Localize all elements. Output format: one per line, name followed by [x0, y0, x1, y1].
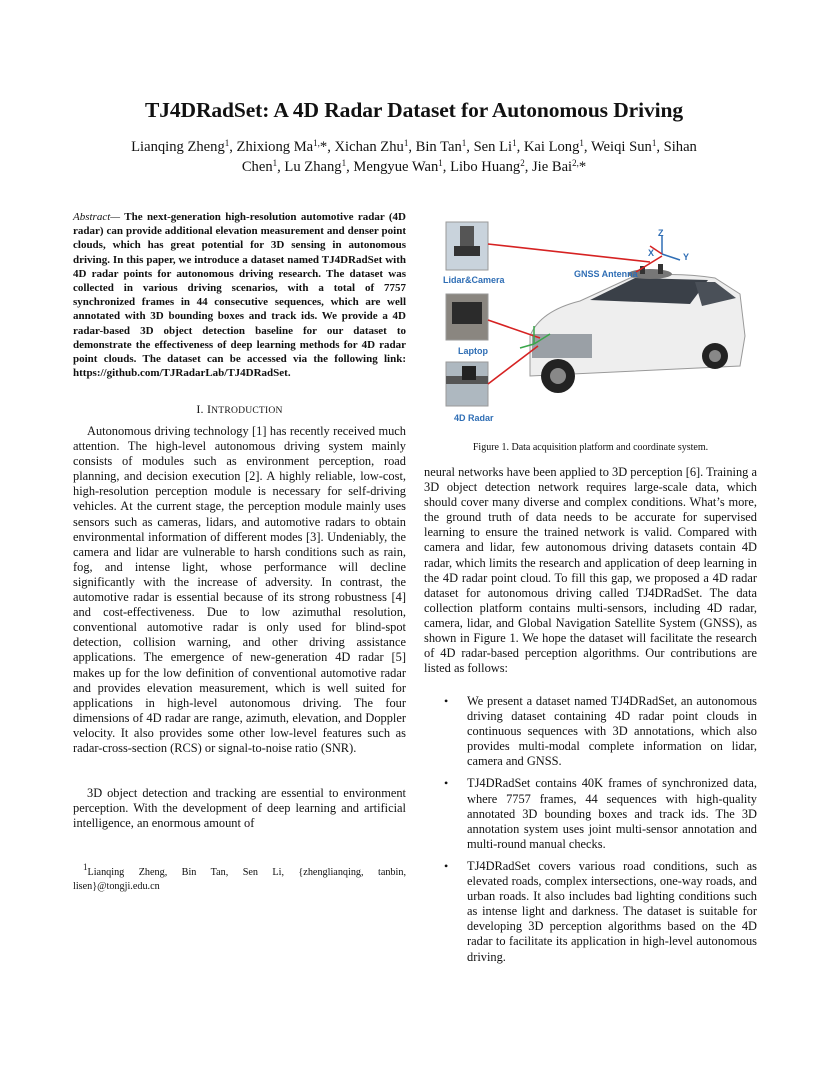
axis-x-label: X [648, 248, 655, 258]
footnote [73, 862, 406, 893]
author-name: Chen [241, 159, 273, 175]
author-line-2 [90, 157, 738, 177]
author-affiliation-marker: 1 [224, 138, 230, 148]
author-affiliation-marker: 1 [579, 138, 584, 148]
author-separator: , [408, 139, 416, 155]
author-name: Xichan Zhu [334, 139, 404, 155]
author-separator: , Sihan [656, 139, 697, 155]
figure-caption: Figure 1. Data acquisition platform and coordinate system. [472, 442, 709, 453]
section-title-initial: I [206, 402, 212, 416]
author-separator: *, [319, 139, 335, 155]
figure-1 [440, 216, 760, 426]
author-name: Mengyue Wan [353, 159, 439, 175]
author-separator: * [578, 159, 587, 175]
contribution-item [424, 776, 757, 851]
abstract-lead: Abstract— [73, 211, 121, 223]
author-line-1 [90, 137, 738, 157]
author-affiliation-marker: 1 [272, 158, 278, 168]
abstract-body: The next-generation high-resolution automotive radar (4D radar) can provide additional elevation measurement and denser point clouds, which has great potential for 3D sensing in autonomous driving. In this paper, we introduce a dataset named TJ4DRadSet with 4D radar points for autonomous driving research. The dataset was collected in various driving scenarios, with a total of 7757 synchronized frames in 44 consecutive sequences, which are well annotated with 3D bounding boxes and track ids. We provide a 4D radar-based 3D object detection baseline for our dataset to demonstrate the effectiveness of deep learning methods for 4D radar point clouds. The dataset can be accessed via the following link: https://github.com/TJRadarLab/TJ4DRadSet. [73, 211, 406, 380]
footnote-marker: 1 [83, 862, 88, 872]
bullet-dot: • [444, 858, 449, 873]
footnote-text: Lianqing Zheng, Bin Tan, Sen Li, {zhenglianqing, tanbin, lisen}@tongji.edu.cn [73, 867, 406, 892]
intro-paragraph-2: 3D object detection and tracking are essential to environment perception. With the development of deep learning and artificial intelligence, an enormous amount of [73, 786, 406, 831]
author-name: Bin Tan [415, 139, 462, 155]
label-gnss-antenna: GNSS Antenna [574, 269, 638, 279]
author-separator: , [277, 159, 285, 175]
label-lidar-camera: Lidar&Camera [443, 275, 505, 285]
section-title-rest: NTRODUCTION [211, 405, 283, 416]
author-separator: , [583, 139, 591, 155]
right-paragraph-1: neural networks have been applied to 3D perception [6]. Training a 3D object detection network requires large-scale data, which should cover many diverse and complex conditions. What’s more, the ground truth of data needs to be accurate for supervised learning to ensure the trained network is valid. Compared with camera and lidar, few autonomous driving datasets contain 4D radar, which limits the research and application of deep learning in the 4D radar point cloud. To fill this gap, we proposed a 4D radar dataset for autonomous driving called TJ4DRadSet. The data collection platform contains multi-sensors, including 4D radar, camera, lidar, and Global Navigation Satellite System (GNSS), as shown in Figure 1. We hope the dataset will facilitate the research of 4D radar-based perception algorithms. Our contributions are listed as follows: [424, 465, 757, 676]
contribution-item [424, 694, 757, 769]
contribution-text: We present a dataset named TJ4DRadSet, an autonomous driving dataset containing 4D radar point clouds in continuous sequences with 3D annotations, which also provides multi-modal complete information on lidar, camera and GNSS. [467, 694, 757, 769]
author-affiliation-marker: 1 [461, 138, 467, 148]
author-affiliation-marker: 1, [313, 138, 320, 148]
section-number: I. [196, 402, 204, 416]
section-heading-introduction [73, 402, 406, 417]
author-name: Lu Zhang [284, 159, 342, 175]
author-name: Weiqi Sun [590, 139, 652, 155]
author-affiliation-marker: 1 [341, 158, 347, 168]
contribution-text: TJ4DRadSet covers various road conditions, such as elevated roads, complex intersections, one-way roads, and urban roads. It also includes bad lighting conditions such as intense light and darkness. The dataset is suitable for developing 3D perception algorithms based on the 4D radar to facilitate its application in high-level autonomous driving. [467, 858, 757, 964]
author-name: Zhixiong Ma [236, 139, 314, 155]
author-separator: , [466, 139, 474, 155]
author-affiliation-marker: 1 [403, 138, 409, 148]
contribution-text: TJ4DRadSet contains 40K frames of synchronized data, where 7757 frames, 44 sequences with high-quality annotated 3D bounding boxes and track ids. The 3D annotation system uses joint multi-sensor annotation and multi-round manual checks. [467, 776, 757, 851]
author-separator: , [442, 159, 451, 175]
author-name: Kai Long [523, 139, 580, 155]
abstract [73, 210, 406, 380]
intro-paragraph-1: Autonomous driving technology [1] has recently received much attention. The high-level autonomous driving system mainly consists of modules such as environment perception, road planning, and decision execution [2]. A highly reliable, low-cost, high-resolution perception module is necessary for self-driving vehicles. At the current stage, the perception module mainly uses sensors such as cameras, lidars, and automotive radars to obtain environmental information of different modes [3]. Undeniably, the camera and lidar are vulnerable to harsh conditions such as rain, fog, and intense light, whose performance will decline significantly with the increase of adversity. In contrast, the automotive radar is essential because of its strong robustness [4] and cost-effectiveness. Due to low azimuthal resolution, conventional automotive radar is only used for blind-spot detection, collision warning, and other driving assistance applications. The emergence of new-generation 4D radar [5] makes up for the low definition of conventional automotive radar and provides elevation measurement, which is well suited for applications in high-level autonomous driving. The four dimensions of 4D radar are range, azimuth, elevation, and Doppler velocity. It also provides some other low-level features such as radar-cross-section (RCS) or signal-to-noise ratio (SNR). [73, 424, 406, 755]
author-name: Libo Huang [450, 159, 521, 175]
axis-y-label: Y [683, 252, 690, 262]
author-affiliation-marker: 1 [438, 158, 443, 168]
author-separator: , [346, 159, 354, 175]
axis-z-label: Z [658, 228, 664, 238]
bullet-dot: • [444, 776, 449, 791]
contribution-list [424, 694, 757, 972]
author-list [90, 137, 738, 177]
author-affiliation-marker: 1 [651, 138, 657, 148]
author-name: Lianqing Zheng [131, 139, 225, 155]
label-laptop: Laptop [458, 346, 488, 356]
contribution-item [424, 859, 757, 965]
author-affiliation-marker: 2 [520, 158, 525, 168]
figure-illustration [440, 216, 760, 426]
author-affiliation-marker: 2, [572, 158, 579, 168]
paper-title: TJ4DRadSet: A 4D Radar Dataset for Autonomous Driving [144, 98, 683, 122]
author-affiliation-marker: 1 [512, 138, 517, 148]
bullet-dot: • [444, 694, 449, 708]
author-name: Sen Li [473, 139, 513, 155]
label-4d-radar: 4D Radar [454, 413, 494, 423]
author-name: Jie Bai [531, 159, 573, 175]
author-separator: , [516, 139, 524, 155]
author-separator: , [229, 139, 237, 155]
author-separator: , [524, 159, 532, 175]
